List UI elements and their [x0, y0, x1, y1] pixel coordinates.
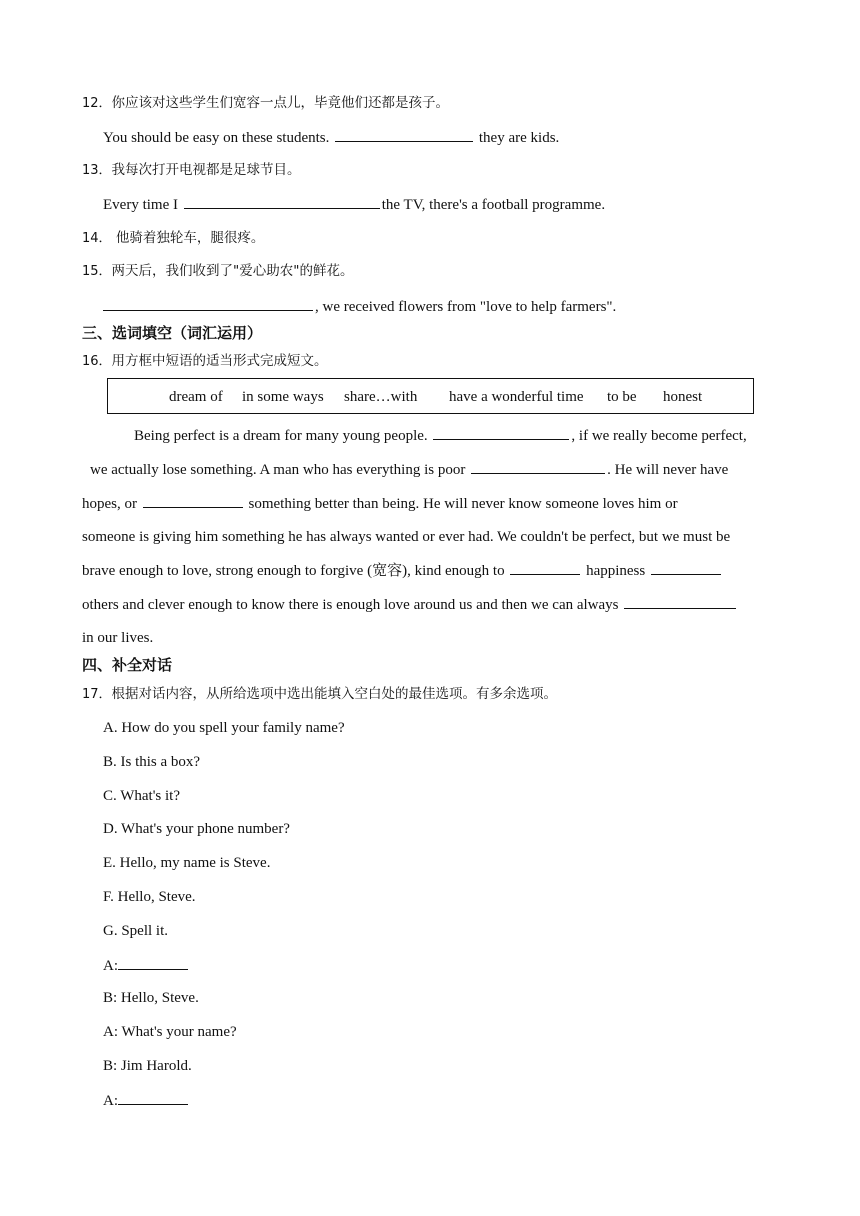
- passage-text: something better than being. He will never know someone loves him or: [248, 496, 678, 512]
- question-15-prompt: [82, 261, 353, 282]
- question-number: 14．: [82, 231, 112, 246]
- question-17-prompt: [82, 684, 557, 705]
- question-16-prompt: [82, 351, 328, 372]
- chinese-prompt: 根据对话内容，从所给选项中选出能填入空白处的最佳选项。有多余选项。: [111, 686, 558, 702]
- passage-text: Being perfect is a dream for many young people.: [134, 428, 428, 444]
- passage-text: we actually lose something. A man who has everything is poor: [90, 462, 466, 478]
- passage-text: hopes, or: [82, 496, 137, 512]
- passage-text: . He will never have: [607, 462, 729, 478]
- chinese-prompt: 用方框中短语的适当形式完成短文。: [111, 353, 328, 369]
- answer-blank[interactable]: [118, 955, 188, 970]
- word-bank-item: have a wonderful time: [449, 389, 584, 405]
- answer-blank[interactable]: [335, 127, 473, 142]
- dialog-line: A: What's your name?: [103, 1024, 237, 1040]
- chinese-prompt: 两天后，我们收到了"爱心助农"的鲜花。: [111, 263, 354, 279]
- dialog-line: B: Hello, Steve.: [103, 990, 199, 1006]
- answer-blank[interactable]: [510, 560, 580, 575]
- passage-text: brave enough to love, strong enough to forgive (宽容), kind enough to: [82, 563, 505, 579]
- answer-blank[interactable]: [118, 1090, 188, 1105]
- question-number: 13．: [82, 163, 112, 178]
- answer-blank[interactable]: [433, 425, 569, 440]
- question-14-prompt: [82, 228, 264, 249]
- passage-line: [82, 628, 153, 648]
- passage-line: [82, 560, 723, 581]
- question-number: 15．: [82, 264, 112, 279]
- word-bank-item: in some ways: [242, 389, 324, 405]
- passage-text: someone is giving him something he has always wanted or ever had. We couldn't be perfect, but we must be: [82, 529, 731, 545]
- chinese-prompt: 你应该对这些学生们宽容一点儿，毕竟他们还都是孩子。: [111, 95, 450, 111]
- answer-blank[interactable]: [184, 194, 380, 209]
- answer-blank[interactable]: [143, 493, 243, 508]
- sentence-text: , we received flowers from "love to help farmers".: [315, 299, 617, 315]
- word-bank-item: dream of: [169, 389, 223, 405]
- option-c: C. What's it?: [103, 788, 180, 804]
- question-12-prompt: [82, 93, 449, 114]
- option-f: F. Hello, Steve.: [103, 889, 196, 905]
- word-bank-box: [107, 378, 754, 414]
- option-g: G. Spell it.: [103, 923, 169, 939]
- passage-line: [134, 425, 747, 446]
- passage-line: [82, 493, 678, 514]
- question-13-sentence: [103, 194, 605, 215]
- passage-line: [82, 527, 730, 547]
- dialog-line: B: Jim Harold.: [103, 1058, 192, 1074]
- dialog-line: [103, 955, 190, 976]
- question-12-sentence: [103, 127, 559, 148]
- dialog-speaker: A:: [103, 958, 118, 974]
- dialog-line: [103, 1090, 190, 1111]
- word-bank-item: share…with: [344, 389, 418, 405]
- sentence-text: the TV, there's a football programme.: [381, 197, 606, 213]
- passage-text: happiness: [586, 563, 646, 579]
- section-heading: 四、补全对话: [82, 656, 173, 674]
- sentence-text: they are kids.: [478, 130, 560, 146]
- answer-blank[interactable]: [651, 560, 721, 575]
- answer-blank[interactable]: [471, 459, 605, 474]
- option-d: D. What's your phone number?: [103, 821, 290, 837]
- passage-text: in our lives.: [82, 630, 154, 646]
- question-number: 16．: [82, 354, 112, 369]
- question-15-sentence: [103, 296, 616, 317]
- answer-blank[interactable]: [624, 594, 736, 609]
- question-number: 17．: [82, 687, 112, 702]
- option-b: B. Is this a box?: [103, 754, 201, 770]
- question-number: 12．: [82, 96, 112, 111]
- passage-line: [90, 459, 728, 480]
- question-13-prompt: [82, 160, 301, 181]
- word-bank-item: honest: [663, 389, 703, 405]
- dialog-speaker: A:: [103, 1093, 118, 1109]
- sentence-text: Every time I: [103, 197, 178, 213]
- chinese-prompt: 他骑着独轮车，腿很疼。: [111, 230, 265, 246]
- section-heading: 三、选词填空（词汇运用）: [82, 324, 263, 342]
- option-a: A. How do you spell your family name?: [103, 720, 345, 736]
- passage-text: others and clever enough to know there is enough love around us and then we can always: [82, 597, 619, 613]
- sentence-text: You should be easy on these students.: [103, 130, 330, 146]
- passage-line: [82, 594, 738, 615]
- word-bank-item: to be: [607, 389, 637, 405]
- option-e: E. Hello, my name is Steve.: [103, 855, 271, 871]
- chinese-prompt: 我每次打开电视都是足球节目。: [111, 162, 301, 178]
- answer-blank[interactable]: [103, 296, 313, 311]
- passage-text: , if we really become perfect,: [571, 428, 747, 444]
